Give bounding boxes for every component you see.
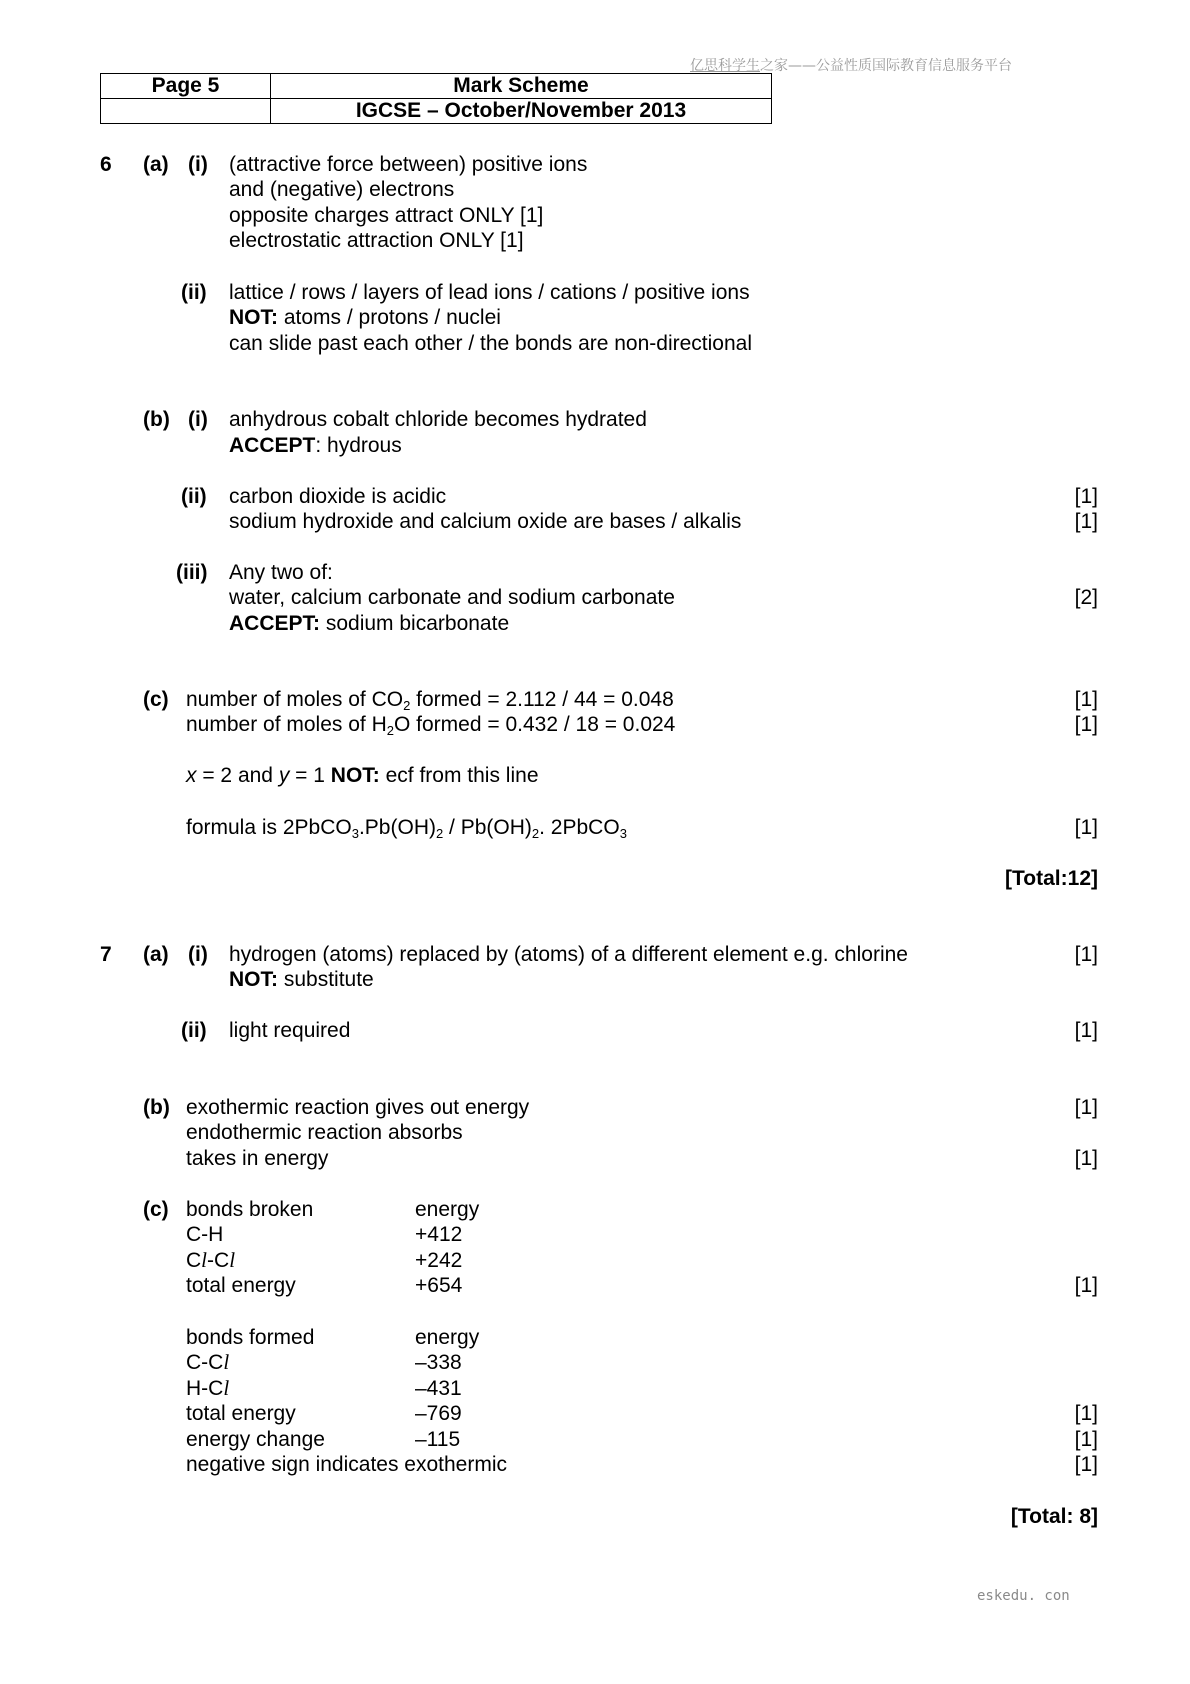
q7aii-line-1: light required [229, 1019, 351, 1042]
q6c-xy-line [186, 763, 539, 788]
negative-sign-note: negative sign indicates exothermic [186, 1453, 508, 1476]
bonds-formed-heading: bonds formed [186, 1326, 315, 1349]
q6aii-line-2 [229, 305, 501, 330]
text: formed = 2.112 / 44 = 0.048 [410, 688, 674, 711]
q6-total: [Total:12] [1005, 867, 1098, 890]
q6biii-label: (iii) [176, 561, 208, 584]
energy-change: energy change [186, 1428, 325, 1451]
text: C [186, 1249, 202, 1272]
q6c-mark-2: [1] [1074, 713, 1098, 736]
text: -C [207, 1249, 230, 1272]
not-label: NOT: [229, 968, 278, 991]
text: = 1 [289, 764, 331, 787]
energy-heading-2: energy [415, 1326, 480, 1349]
script-l: l [229, 1248, 236, 1272]
accept-text: sodium bicarbonate [320, 612, 510, 635]
subscript: 2 [531, 826, 540, 841]
q6bii-mark-1: [1] [1074, 485, 1098, 508]
text: .Pb(OH) [358, 816, 436, 839]
bond-ccl [186, 1350, 229, 1375]
q6bi-line-1: anhydrous cobalt chloride becomes hydrated [229, 408, 647, 431]
text: C-C [186, 1351, 224, 1374]
energy-heading: energy [415, 1198, 480, 1221]
subscript: 2 [386, 723, 394, 738]
q7c-mark-3: [1] [1074, 1428, 1098, 1451]
q7c-mark-4: [1] [1074, 1453, 1098, 1476]
q6biii-line-3 [229, 611, 509, 636]
accept-label: ACCEPT: [229, 612, 321, 635]
q7b-mark-1: [1] [1074, 1096, 1098, 1119]
q6c-mark-1: [1] [1074, 688, 1098, 711]
q6ai-line-3: opposite charges attract ONLY [1] [229, 204, 544, 227]
q6biii-mark: [2] [1074, 586, 1098, 609]
q7ai-line-2 [229, 967, 374, 992]
total-energy-formed-value: –769 [415, 1402, 462, 1425]
not-text: substitute [278, 968, 374, 991]
not-label: NOT: [229, 306, 278, 329]
q7b-line-1: exothermic reaction gives out energy [186, 1096, 530, 1119]
bond-ch-energy: +412 [415, 1223, 463, 1246]
subscript: 3 [619, 826, 627, 841]
accept-text: : hydrous [315, 434, 402, 457]
script-l: l [201, 1248, 208, 1272]
bond-ccl-energy: –338 [415, 1351, 462, 1374]
q6ai-line-2: and (negative) electrons [229, 178, 455, 201]
var-x: x [186, 764, 197, 787]
watermark-part1: 亿思科学生 [690, 58, 760, 74]
q6bii-mark-2: [1] [1074, 510, 1098, 533]
not-text: ecf from this line [379, 764, 539, 787]
q6bii-label: (ii) [181, 485, 207, 508]
text: = 2 and [196, 764, 279, 787]
text: number of moles of CO [186, 688, 404, 711]
total-energy-formed: total energy [186, 1402, 296, 1425]
q7ai-line-1: hydrogen (atoms) replaced by (atoms) of a different element e.g. chlorine [229, 943, 908, 966]
subscript: 2 [435, 826, 444, 841]
q6a-label: (a) [143, 153, 169, 176]
q6aii-label: (ii) [181, 281, 207, 304]
q6bii-line-2: sodium hydroxide and calcium oxide are bases / alkalis [229, 510, 742, 533]
q7-number: 7 [100, 943, 112, 966]
not-text: atoms / protons / nuclei [278, 306, 501, 329]
document-subtitle: IGCSE – October/November 2013 [271, 99, 772, 124]
bond-ch: C-H [186, 1223, 224, 1246]
q6c-formula [186, 815, 627, 840]
q6biii-line-1: Any two of: [229, 561, 333, 584]
q7b-mark-2: [1] [1074, 1147, 1098, 1170]
text: . 2PbCO [539, 816, 620, 839]
bond-clcl [186, 1248, 235, 1273]
q6c-label: (c) [143, 688, 169, 711]
q6aii-line-1: lattice / rows / layers of lead ions / cations / positive ions [229, 281, 750, 304]
total-energy-broken: total energy [186, 1274, 296, 1297]
q7b-line-3: takes in energy [186, 1147, 329, 1170]
text: H-C [186, 1377, 224, 1400]
q6c-mark-3: [1] [1074, 816, 1098, 839]
bond-clcl-energy: +242 [415, 1249, 463, 1272]
script-l: l [223, 1350, 230, 1374]
bond-hcl-energy: –431 [415, 1377, 462, 1400]
q7c-label: (c) [143, 1198, 169, 1221]
subscript: 3 [351, 826, 359, 841]
q7c-mark-1: [1] [1074, 1274, 1098, 1297]
q7aii-label: (ii) [181, 1019, 207, 1042]
q7ai-label: (i) [188, 943, 208, 966]
q7c-mark-2: [1] [1074, 1402, 1098, 1425]
script-l: l [223, 1376, 230, 1400]
text: formula is 2PbCO [186, 816, 352, 839]
footer-site: eskedu. con [977, 1588, 1070, 1604]
q6aii-line-3: can slide past each other / the bonds are non-directional [229, 332, 753, 355]
q6bii-line-1: carbon dioxide is acidic [229, 485, 447, 508]
text: / Pb(OH) [443, 816, 532, 839]
q6biii-line-2: water, calcium carbonate and sodium carbonate [229, 586, 675, 609]
q6ai-label: (i) [188, 153, 208, 176]
q6c-moles-co2 [186, 687, 674, 712]
q6c-moles-h2o [186, 712, 675, 737]
q6bi-line-2 [229, 433, 402, 458]
energy-change-value: –115 [415, 1428, 461, 1451]
q6-number: 6 [100, 153, 112, 176]
text: number of moles of H [186, 713, 387, 736]
page-number: Page 5 [101, 74, 271, 99]
q7-total: [Total: 8] [1010, 1505, 1098, 1528]
header-table [100, 73, 772, 124]
document-title: Mark Scheme [271, 74, 772, 99]
bond-hcl [186, 1376, 229, 1401]
accept-label: ACCEPT [229, 434, 316, 457]
q7a-label: (a) [143, 943, 169, 966]
q6ai-line-4: electrostatic attraction ONLY [1] [229, 229, 524, 252]
watermark-part2: 之家——公益性质国际教育信息服务平台 [760, 58, 1012, 74]
q6ai-line-1: (attractive force between) positive ions [229, 153, 588, 176]
not-label: NOT: [330, 764, 380, 787]
q7b-label: (b) [143, 1096, 170, 1119]
subscript: 2 [403, 698, 411, 713]
q7aii-mark: [1] [1074, 1019, 1098, 1042]
q6bi-label: (i) [188, 408, 208, 431]
q6b-label: (b) [143, 408, 170, 431]
header-empty-cell [101, 99, 271, 124]
var-y: y [278, 764, 290, 787]
q7b-line-2: endothermic reaction absorbs [186, 1121, 463, 1144]
bonds-broken-heading: bonds broken [186, 1198, 314, 1221]
total-energy-broken-value: +654 [415, 1274, 463, 1297]
q7ai-mark: [1] [1074, 943, 1098, 966]
text: O formed = 0.432 / 18 = 0.024 [394, 713, 676, 736]
